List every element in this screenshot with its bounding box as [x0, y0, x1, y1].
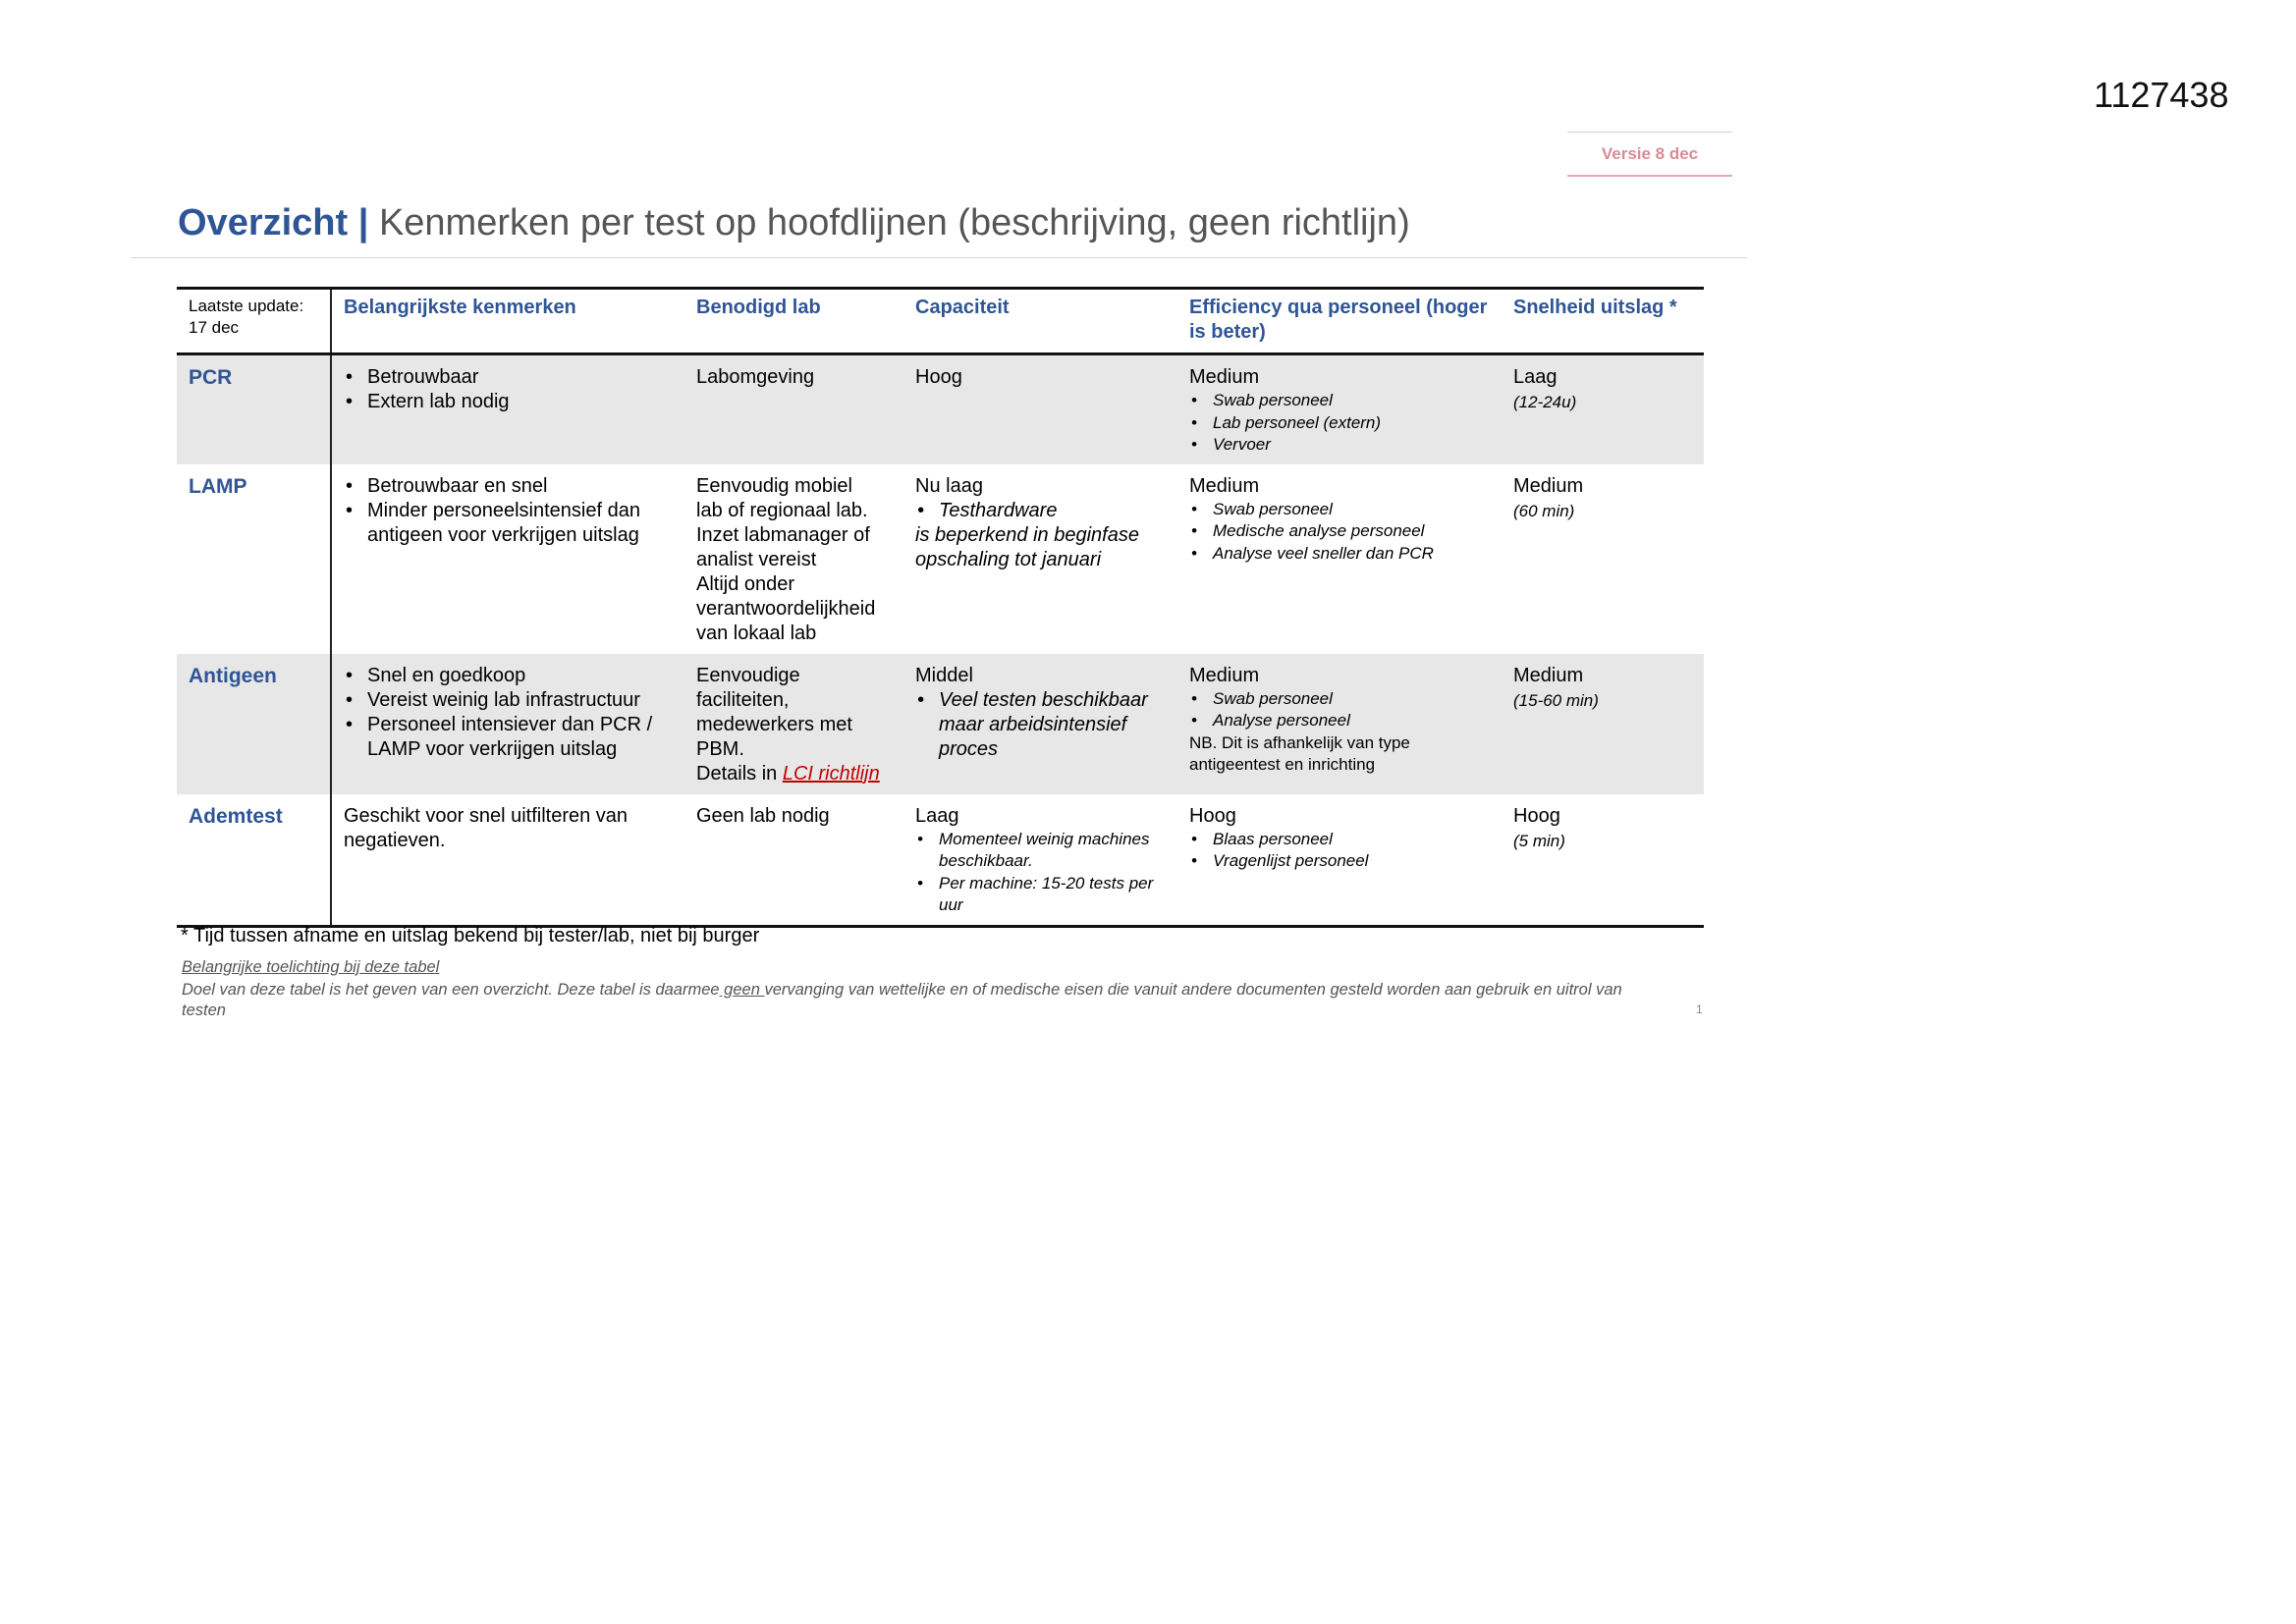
cell-capaciteit: [903, 464, 1177, 654]
overview-table-container: [177, 287, 1704, 928]
title-divider: [131, 257, 1747, 258]
title-separator: |: [357, 202, 369, 244]
lab-line: lab of regionaal lab.: [696, 499, 868, 521]
cell-efficiency: [1177, 464, 1502, 654]
list-item: • Momenteel weinig machines beschikbaar.: [915, 829, 1168, 873]
table-row-antigeen: [177, 654, 1704, 794]
header-update: Laatste update: 17 dec: [177, 289, 331, 354]
cell-snelheid: [1502, 354, 1704, 464]
list-item: • Minder personeelsintensief dan antigeen voor verkrijgen uitslag: [344, 499, 675, 548]
list-item: • Per machine: 15-20 tests per uur: [915, 873, 1168, 917]
table-header-row: [177, 289, 1704, 354]
cell-kenmerken: [331, 354, 684, 464]
capaciteit-level: Nu laag: [915, 474, 983, 497]
row-name: LAMP: [177, 464, 331, 654]
lab-details-line: [696, 762, 894, 786]
row-name: Ademtest: [177, 794, 331, 927]
cell-lab: [684, 464, 903, 654]
snelheid-detail: (60 min): [1513, 501, 1575, 520]
header-kenmerken: Belangrijkste kenmerken: [344, 297, 576, 318]
list-item: • Extern lab nodig: [344, 390, 675, 414]
list-item: • Betrouwbaar en snel: [344, 474, 675, 499]
list-item: • Medische analyse personeel: [1189, 520, 1492, 543]
lab-line: medewerkers met: [696, 713, 852, 735]
efficiency-level: Medium: [1189, 366, 1260, 388]
list-item: • Betrouwbaar: [344, 365, 675, 390]
cell-capaciteit: Hoog: [903, 354, 1177, 464]
cell-kenmerken: [331, 654, 684, 794]
list-item: • Analyse veel sneller dan PCR: [1189, 543, 1492, 566]
cell-capaciteit: [903, 794, 1177, 927]
title-subtitle: Kenmerken per test op hoofdlijnen (beschrijving, geen richtlijn): [378, 202, 1410, 244]
cell-efficiency: [1177, 354, 1502, 464]
snelheid-level: Hoog: [1513, 804, 1560, 827]
lab-line: verantwoordelijkheid: [696, 597, 876, 620]
snelheid-level: Laag: [1513, 366, 1558, 388]
cell-lab: Geen lab nodig: [696, 804, 830, 827]
table-footnote: * Tijd tussen afname en uitslag bekend bij tester/lab, niet bij burger: [181, 925, 760, 947]
header-capaciteit: Capaciteit: [915, 297, 1010, 318]
list-item: • Vereist weinig lab infrastructuur: [344, 688, 675, 713]
list-item: • Snel en goedkoop: [344, 664, 675, 688]
efficiency-level: Hoog: [1189, 804, 1236, 827]
lci-richtlijn-link[interactable]: LCI richtlijn: [782, 762, 880, 785]
cell-snelheid: [1502, 464, 1704, 654]
list-item: • Lab personeel (extern): [1189, 412, 1492, 435]
explanation-underlined: geen: [719, 981, 765, 999]
cell-kenmerken: Geschikt voor snel uitfilteren van negatieven.: [344, 804, 629, 851]
title-main: Overzicht: [178, 202, 349, 244]
list-item: • Swab personeel: [1189, 390, 1492, 412]
list-item: • Analyse personeel: [1189, 710, 1492, 732]
lab-line: Eenvoudige: [696, 664, 800, 686]
cell-lab: Labomgeving: [684, 354, 903, 464]
row-name: PCR: [177, 354, 331, 464]
capaciteit-level: Laag: [915, 804, 959, 827]
lab-details-prefix: Details in: [696, 762, 778, 785]
lab-line: faciliteiten,: [696, 688, 790, 711]
efficiency-level: Medium: [1189, 474, 1260, 497]
explanation-text-after: vervanging van wettelijke en of medische eisen die vanuit andere documenten gesteld worden aan gebruik en uitrol van testen: [182, 981, 1622, 1019]
cell-efficiency: [1177, 794, 1502, 927]
lab-line: van lokaal lab: [696, 622, 817, 644]
list-item: • Swab personeel: [1189, 499, 1492, 521]
cell-capaciteit: [903, 654, 1177, 794]
snelheid-level: Medium: [1513, 474, 1584, 497]
efficiency-note: NB. Dit is afhankelijk van type antigeentest en inrichting: [1189, 732, 1410, 774]
overview-table: [177, 287, 1704, 928]
cell-kenmerken: [331, 464, 684, 654]
list-item: • Vervoer: [1189, 434, 1492, 457]
document-number: 1127438: [2094, 75, 2229, 115]
page-title: [178, 202, 1410, 244]
lab-line: Eenvoudig mobiel: [696, 474, 852, 497]
lab-line: PBM.: [696, 737, 744, 760]
capaciteit-level: Middel: [915, 664, 973, 686]
cell-snelheid: [1502, 654, 1704, 794]
header-snelheid: Snelheid uitslag *: [1513, 297, 1677, 318]
lab-line: Inzet labmanager of: [696, 523, 870, 546]
snelheid-detail: (5 min): [1513, 831, 1565, 850]
lab-line: Altijd onder: [696, 572, 795, 595]
table-row-ademtest: [177, 794, 1704, 927]
list-item: • Vragenlijst personeel: [1189, 850, 1492, 873]
page-number: 1: [1696, 1002, 1703, 1016]
table-row-pcr: [177, 354, 1704, 464]
list-item: • Swab personeel: [1189, 688, 1492, 711]
list-item: • Veel testen beschikbaar maar arbeidsintensief proces: [915, 688, 1168, 762]
snelheid-level: Medium: [1513, 664, 1584, 686]
explanation-text-before: Doel van deze tabel is het geven van een overzicht. Deze tabel is daarmee: [182, 981, 720, 999]
explanation-title: Belangrijke toelichting bij deze tabel: [182, 958, 440, 976]
version-label: Versie 8 dec: [1567, 132, 1732, 177]
header-efficiency: Efficiency qua personeel (hoger is beter): [1189, 297, 1488, 343]
snelheid-detail: (15-60 min): [1513, 690, 1599, 710]
table-row-lamp: [177, 464, 1704, 654]
row-name: Antigeen: [177, 654, 331, 794]
lab-line: analist vereist: [696, 548, 817, 570]
header-lab: Benodigd lab: [696, 297, 821, 318]
list-item: • Blaas personeel: [1189, 829, 1492, 851]
snelheid-detail: (12-24u): [1513, 393, 1577, 411]
cell-efficiency: [1177, 654, 1502, 794]
list-item: • Personeel intensiever dan PCR / LAMP voor verkrijgen uitslag: [344, 713, 675, 762]
cell-snelheid: [1502, 794, 1704, 927]
explanation-text: [182, 980, 1625, 1021]
list-item: • Testhardware: [915, 499, 1168, 523]
cell-lab: [684, 654, 903, 794]
efficiency-level: Medium: [1189, 664, 1260, 686]
capaciteit-note: is beperkend in beginfase opschaling tot januari: [915, 523, 1139, 570]
